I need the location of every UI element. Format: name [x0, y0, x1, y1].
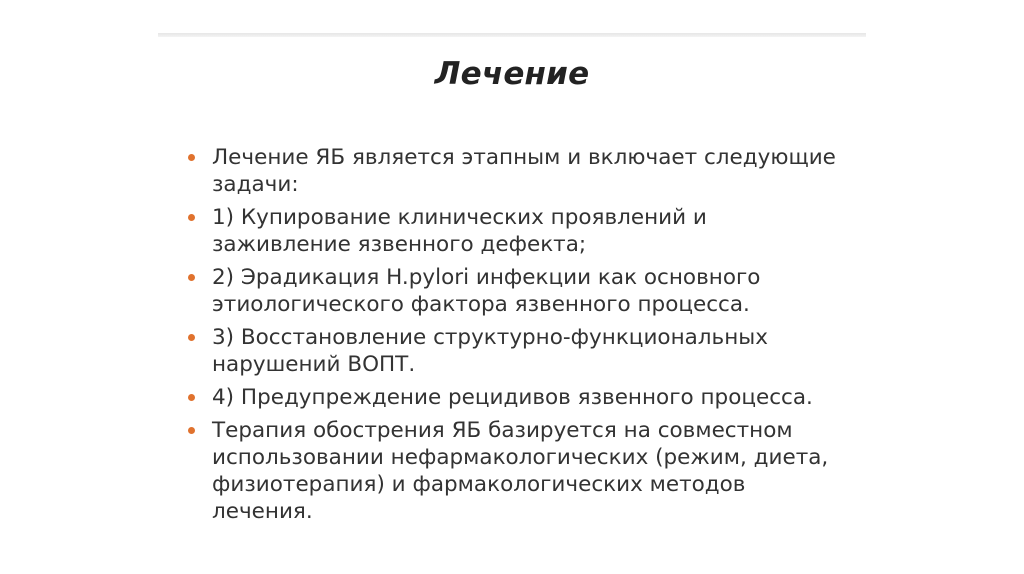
bullet-item — [184, 324, 844, 378]
bullet-dot-icon — [188, 214, 195, 221]
bullet-item — [184, 264, 844, 318]
bullet-text: 1) Купирование клинических проявлений и заживление язвенного дефекта; — [212, 205, 707, 257]
top-divider — [158, 33, 866, 37]
bullet-dot-icon — [188, 394, 195, 401]
slide-title: Лечение — [434, 56, 590, 92]
bullet-list — [184, 144, 844, 531]
bullet-text: 4) Предупреждение рецидивов язвенного процесса. — [212, 385, 813, 410]
bullet-text: 3) Восстановление структурно-функциональных нарушений ВОПТ. — [212, 325, 768, 377]
bullet-item — [184, 417, 844, 525]
bullet-item — [184, 384, 844, 411]
bullet-dot-icon — [188, 274, 195, 281]
bullet-dot-icon — [188, 154, 195, 161]
bullet-dot-icon — [188, 427, 195, 434]
bullet-item — [184, 144, 844, 198]
bullet-text: Терапия обострения ЯБ базируется на совместном использовании нефармакологических (режим, диета, физиотерапия) и фармакологических методов лечения. — [212, 418, 829, 524]
bullet-text: Лечение ЯБ является этапным и включает следующие задачи: — [212, 145, 836, 197]
bullet-text: 2) Эрадикация H.pylori инфекции как основного этиологического фактора язвенного процесса. — [212, 265, 761, 317]
bullet-item — [184, 204, 844, 258]
bullet-dot-icon — [188, 334, 195, 341]
